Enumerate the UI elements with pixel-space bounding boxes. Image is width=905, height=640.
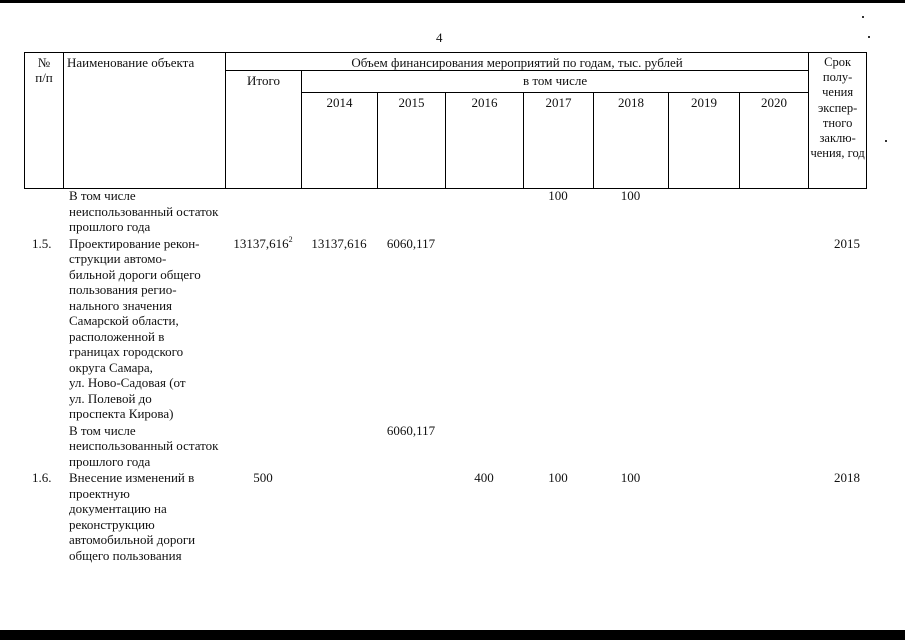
- row-2020: [739, 187, 808, 235]
- row-2019: [668, 235, 739, 422]
- table-body: [24, 187, 866, 563]
- table-row: [24, 235, 866, 422]
- header-year-2019: 2019: [669, 93, 740, 189]
- scan-border-top: [0, 0, 905, 3]
- row-name: Проектирование рекон- струкции автомо- бильной дороги общего пользования регио- нального значения Самарской области, расположенной в границах городского округа Самара, ул. Ново-Садовая (от ул. Полевой до проспекта Кирова): [69, 235, 201, 421]
- row-name: В том числе неиспользованный остаток прошлого года: [69, 188, 219, 234]
- header-number: № п/п: [25, 53, 64, 189]
- header-year-2018: 2018: [594, 93, 669, 189]
- row-2020: [739, 469, 808, 563]
- row-2016: [445, 235, 523, 422]
- row-2015: [377, 469, 445, 563]
- row-2016: [445, 187, 523, 235]
- row-2017: [523, 235, 593, 422]
- scan-speck: [885, 140, 887, 142]
- header-year-2015: 2015: [378, 93, 446, 189]
- row-2014: [301, 187, 377, 235]
- row-name: В том числе неиспользованный остаток прошлого года: [69, 422, 219, 469]
- row-total: [225, 187, 301, 235]
- row-number: 1.6.: [32, 470, 52, 485]
- row-total: 13137,616$^2$: [233, 234, 293, 251]
- header-total: Итого: [226, 71, 302, 189]
- table-row: [24, 422, 866, 470]
- row-total: [225, 422, 301, 470]
- row-number: [24, 187, 63, 235]
- row-srok: [808, 422, 866, 470]
- scan-border-bottom: [0, 630, 905, 640]
- row-2014: 13137,616: [311, 235, 367, 251]
- row-2018: 100: [620, 188, 641, 203]
- row-2017: 100: [548, 188, 568, 203]
- page-number: 4: [436, 30, 443, 45]
- header-year-2016: 2016: [446, 93, 524, 189]
- row-2014: [301, 422, 377, 470]
- row-2015: [377, 187, 445, 235]
- row-srok: 2015: [834, 235, 860, 251]
- row-2017: [523, 422, 593, 470]
- row-2019: [668, 422, 739, 470]
- row-2020: [739, 422, 808, 470]
- table-row: [24, 187, 866, 235]
- row-2016: [445, 422, 523, 470]
- row-name: Внесение изменений в проектную документацию на реконструкцию автомобильной дороги общего пользования: [69, 470, 196, 563]
- table-row: [24, 469, 866, 563]
- header-volume: Объем финансирования мероприятий по годам, тыс. рублей: [226, 53, 809, 71]
- header-year-2020: 2020: [740, 93, 809, 189]
- header-year-2017: 2017: [524, 93, 594, 189]
- scan-speck: [868, 36, 870, 38]
- row-2014: [301, 469, 377, 563]
- header-including: в том числе: [302, 71, 809, 93]
- header-srok: Срок полу- чения экспер- тного заклю- чения, год: [809, 53, 867, 189]
- row-2018: 100: [620, 470, 641, 485]
- row-2019: [668, 469, 739, 563]
- row-number: 1.5.: [32, 235, 52, 251]
- row-srok: [808, 187, 866, 235]
- header-name: Наименование объекта: [64, 53, 226, 189]
- table-header: [24, 52, 867, 189]
- row-2018: [593, 235, 668, 422]
- row-2020: [739, 235, 808, 422]
- row-srok: 2018: [834, 470, 860, 485]
- row-2015: 6060,117: [386, 422, 436, 438]
- scan-speck: [862, 16, 864, 18]
- row-2016: 400: [474, 470, 494, 485]
- row-2018: [593, 422, 668, 470]
- row-2017: 100: [548, 470, 568, 485]
- row-total: 500: [253, 470, 273, 485]
- header-year-2014: 2014: [302, 93, 378, 189]
- row-number: [24, 422, 63, 470]
- row-2019: [668, 187, 739, 235]
- row-2015: 6060,117: [386, 235, 436, 251]
